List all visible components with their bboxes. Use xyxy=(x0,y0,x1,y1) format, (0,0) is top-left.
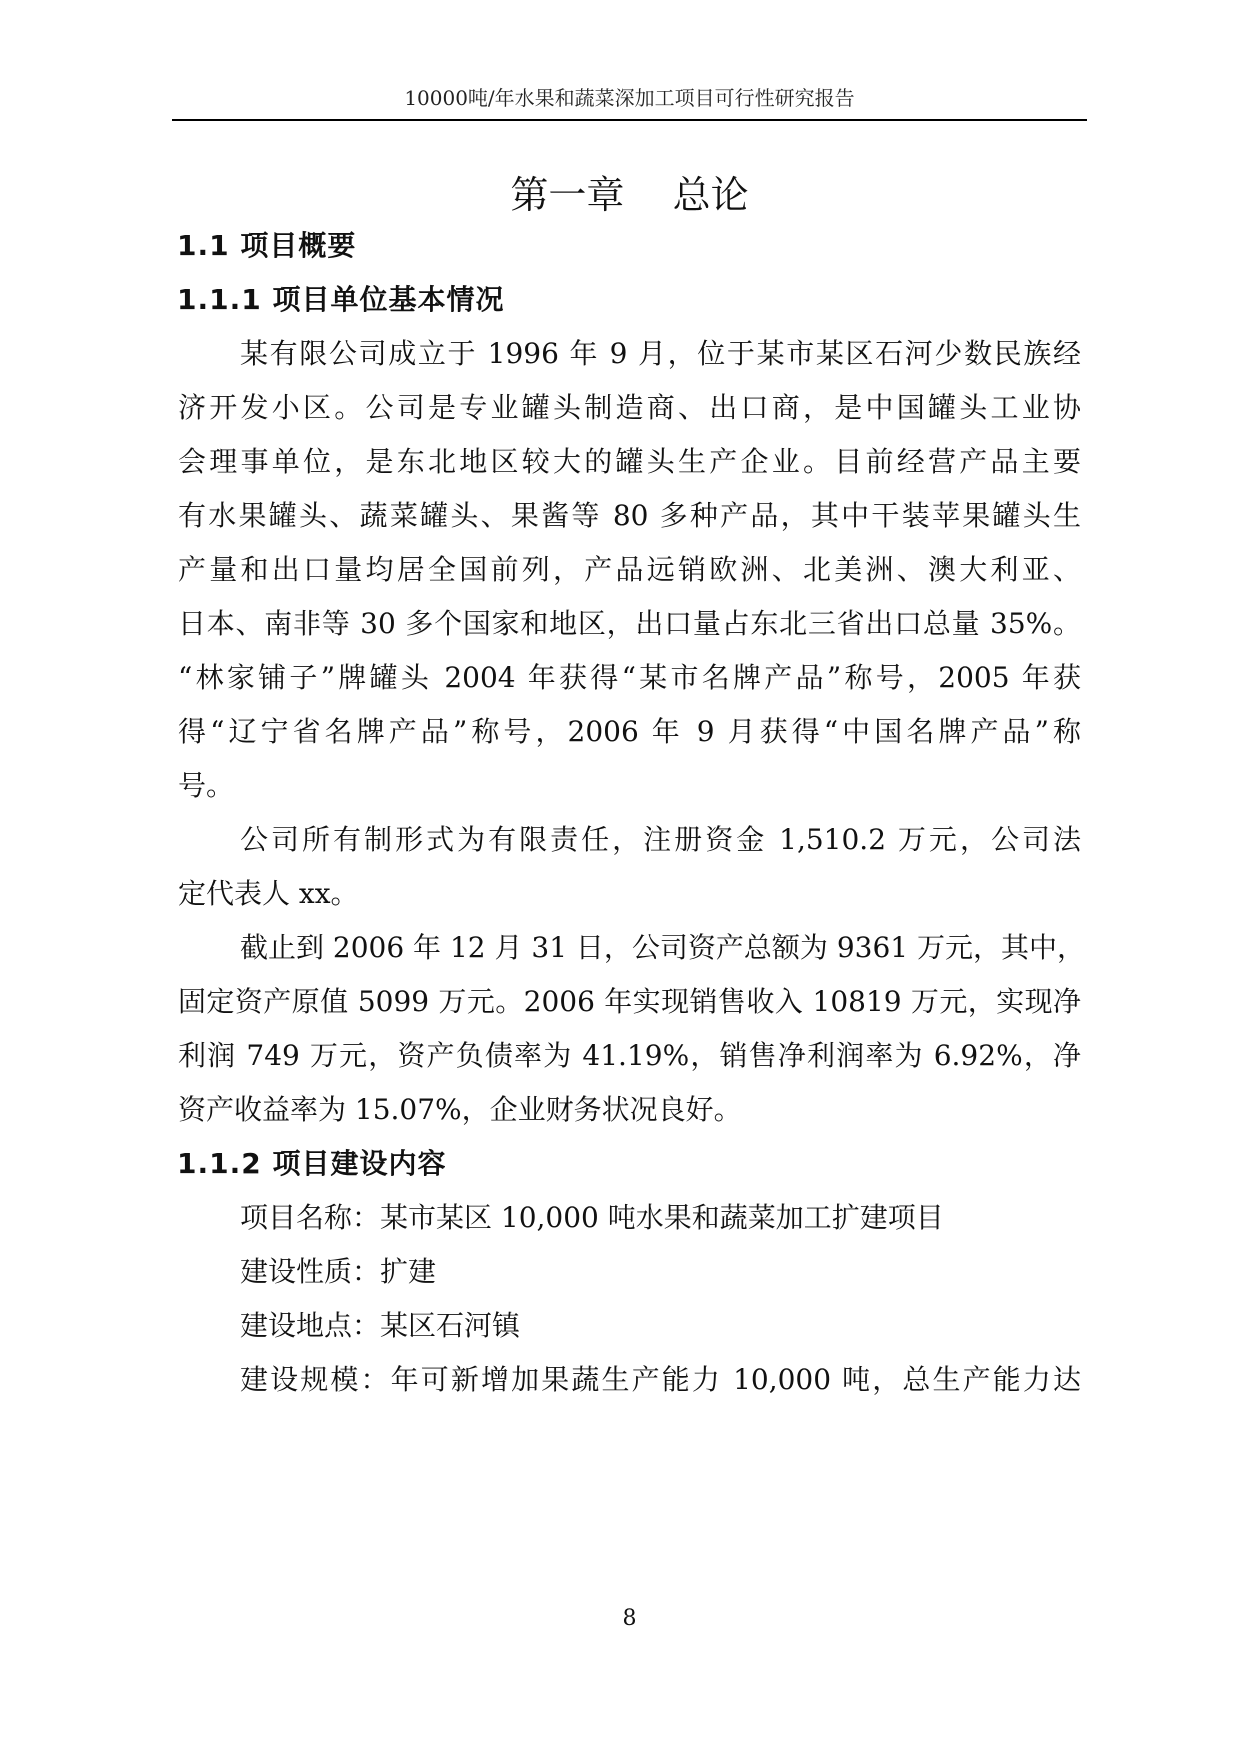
text-line: 公司所有制形式为有限责任，注册资金 1,510.2 万元，公司法 xyxy=(240,823,1081,856)
text-line: 某有限公司成立于 1996 年 9 月，位于某市某区石河少数民族经 xyxy=(240,337,1081,370)
running-header: 10000吨/年水果和蔬菜深加工项目可行性研究报告 xyxy=(404,86,855,110)
section-heading-1-1: 1.1 项目概要 xyxy=(177,229,357,262)
text-line: 截止到 2006 年 12 月 31 日，公司资产总额为 9361 万元，其中， xyxy=(240,931,1085,964)
text-line: 济开发小区。公司是专业罐头制造商、出口商，是中国罐头工业协 xyxy=(178,391,1081,424)
text-line: 会理事单位，是东北地区较大的罐头生产企业。目前经营产品主要 xyxy=(178,445,1081,478)
text-line: 日本、南非等 30 多个国家和地区，出口量占东北三省出口总量 35%。 xyxy=(178,607,1081,640)
section-heading-1-1-2: 1.1.2 项目建设内容 xyxy=(177,1147,447,1180)
chapter-title: 第一章 总论 xyxy=(510,173,749,217)
text-line: 号。 xyxy=(178,769,235,802)
text-line: 固定资产原值 5099 万元。2006 年实现销售收入 10819 万元，实现净 xyxy=(178,985,1081,1018)
list-item: 建设性质：扩建 xyxy=(240,1255,437,1288)
text-line: “林家铺子”牌罐头 2004 年获得“某市名牌产品”称号，2005 年获 xyxy=(178,661,1081,694)
header-rule xyxy=(172,119,1087,121)
text-line: 产量和出口量均居全国前列，产品远销欧洲、北美洲、澳大利亚、 xyxy=(178,553,1081,586)
list-item: 项目名称：某市某区 10,000 吨水果和蔬菜加工扩建项目 xyxy=(240,1201,944,1234)
text-line: 得“辽宁省名牌产品”称号，2006 年 9 月获得“中国名牌产品”称 xyxy=(178,715,1081,748)
text-line: 资产收益率为 15.07%，企业财务状况良好。 xyxy=(178,1093,742,1126)
list-item: 建设地点：某区石河镇 xyxy=(240,1309,521,1342)
page-number: 8 xyxy=(622,1606,637,1631)
text-line: 利润 749 万元，资产负债率为 41.19%，销售净利润率为 6.92%，净 xyxy=(178,1039,1081,1072)
text-line: 有水果罐头、蔬菜罐头、果酱等 80 多种产品，其中干装苹果罐头生 xyxy=(178,499,1081,532)
section-heading-1-1-1: 1.1.1 项目单位基本情况 xyxy=(177,283,505,316)
list-item: 建设规模：年可新增加果蔬生产能力 10,000 吨，总生产能力达 xyxy=(240,1363,1081,1396)
text-line: 定代表人 xx。 xyxy=(178,877,359,910)
